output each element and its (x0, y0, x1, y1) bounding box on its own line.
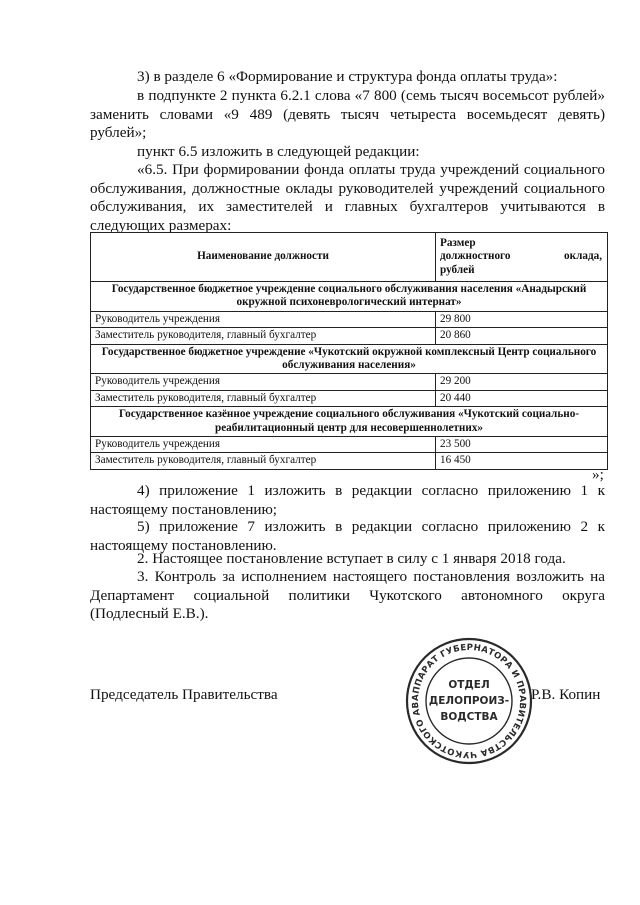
table-header-row (91, 233, 608, 282)
item-3-heading: 3) в разделе 6 «Формирование и структура фонда оплаты труда»: (137, 68, 558, 85)
point-6-5-intro: пункт 6.5 изложить в следующей редакции: (137, 143, 420, 160)
salary-cell: 29 800 (436, 311, 608, 327)
quoted-point-6-5: «6.5. При формировании фонда оплаты труда учреждений социального обслуживания, должностные оклады руководителей учреждений социального обслуживания, их заместителей и главных бухгалтеров учитываются в следующих размерах: (90, 161, 605, 234)
position-cell: Руководитель учреждения (91, 311, 436, 327)
signatory-name: Р.В. Копин (531, 686, 601, 703)
point-3: 3. Контроль за исполнением настоящего постановления возложить на Департамент социальной политики Чукотского автономного округа (Подлесный Е.В.). (90, 568, 605, 623)
header-position: Наименование должности (91, 233, 436, 282)
subpoint-6-2-1: в подпункте 2 пункта 6.2.1 слова «7 800 (семь тысяч восемьсот рублей» заменить словами «9 489 (девять тысяч четыреста восемьдесят девять) рублей»; (90, 87, 605, 142)
position-cell: Заместитель руководителя, главный бухгалтер (91, 328, 436, 344)
item-4: 4) приложение 1 изложить в редакции согласно приложению 1 к настоящему постановлению; (90, 482, 605, 518)
stamp-line-3: ВОДСТВА (440, 711, 498, 723)
table-row (91, 311, 608, 327)
office-stamp (404, 636, 534, 766)
salary-cell: 20 860 (436, 328, 608, 344)
group-title: Государственное бюджетное учреждение «Чукотский окружной комплексный Центр социального обслуживания населения» (91, 344, 608, 374)
group-row (91, 407, 608, 437)
salary-cell: 29 200 (436, 374, 608, 390)
stamp-ring-text: АППАРАТ ГУБЕРНАТОРА И ПРАВИТЕЛЬСТВА ЧУКОТСКОГО АВ (410, 642, 528, 760)
table-row (91, 328, 608, 344)
table-row (91, 390, 608, 406)
stamp-line-2: ДЕЛОПРОИЗ- (428, 695, 510, 707)
position-cell: Руководитель учреждения (91, 437, 436, 453)
group-row (91, 282, 608, 312)
table-row (91, 437, 608, 453)
position-cell: Руководитель учреждения (91, 374, 436, 390)
salary-cell: 20 440 (436, 390, 608, 406)
closing-quote-mark: »; (592, 466, 604, 483)
stamp-seal-icon (404, 636, 534, 766)
item-5: 5) приложение 7 изложить в редакции согласно приложению 2 к настоящему постановлению. (90, 518, 605, 554)
group-row (91, 344, 608, 374)
stamp-line-1: ОТДЕЛ (448, 679, 490, 691)
header-salary-line3: рублей (440, 263, 475, 276)
header-salary-line2: должностного оклада, (440, 250, 602, 263)
salary-cell: 23 500 (436, 437, 608, 453)
group-title: Государственное казённое учреждение социального обслуживания «Чукотский социально-реабилитационный центр для несовершеннолетних» (91, 407, 608, 437)
signatory-title: Председатель Правительства (90, 686, 278, 703)
position-cell: Заместитель руководителя, главный бухгалтер (91, 453, 436, 469)
group-title: Государственное бюджетное учреждение социального обслуживания населения «Анадырский окружной психоневрологический интернат» (91, 282, 608, 312)
salary-cell: 16 450 (436, 453, 608, 469)
table-row (91, 374, 608, 390)
point-2: 2. Настоящее постановление вступает в силу с 1 января 2018 года. (137, 550, 566, 567)
table-row (91, 453, 608, 469)
salary-table (90, 232, 608, 470)
header-salary (436, 233, 608, 282)
header-salary-line1: Размер (440, 236, 476, 249)
position-cell: Заместитель руководителя, главный бухгалтер (91, 390, 436, 406)
